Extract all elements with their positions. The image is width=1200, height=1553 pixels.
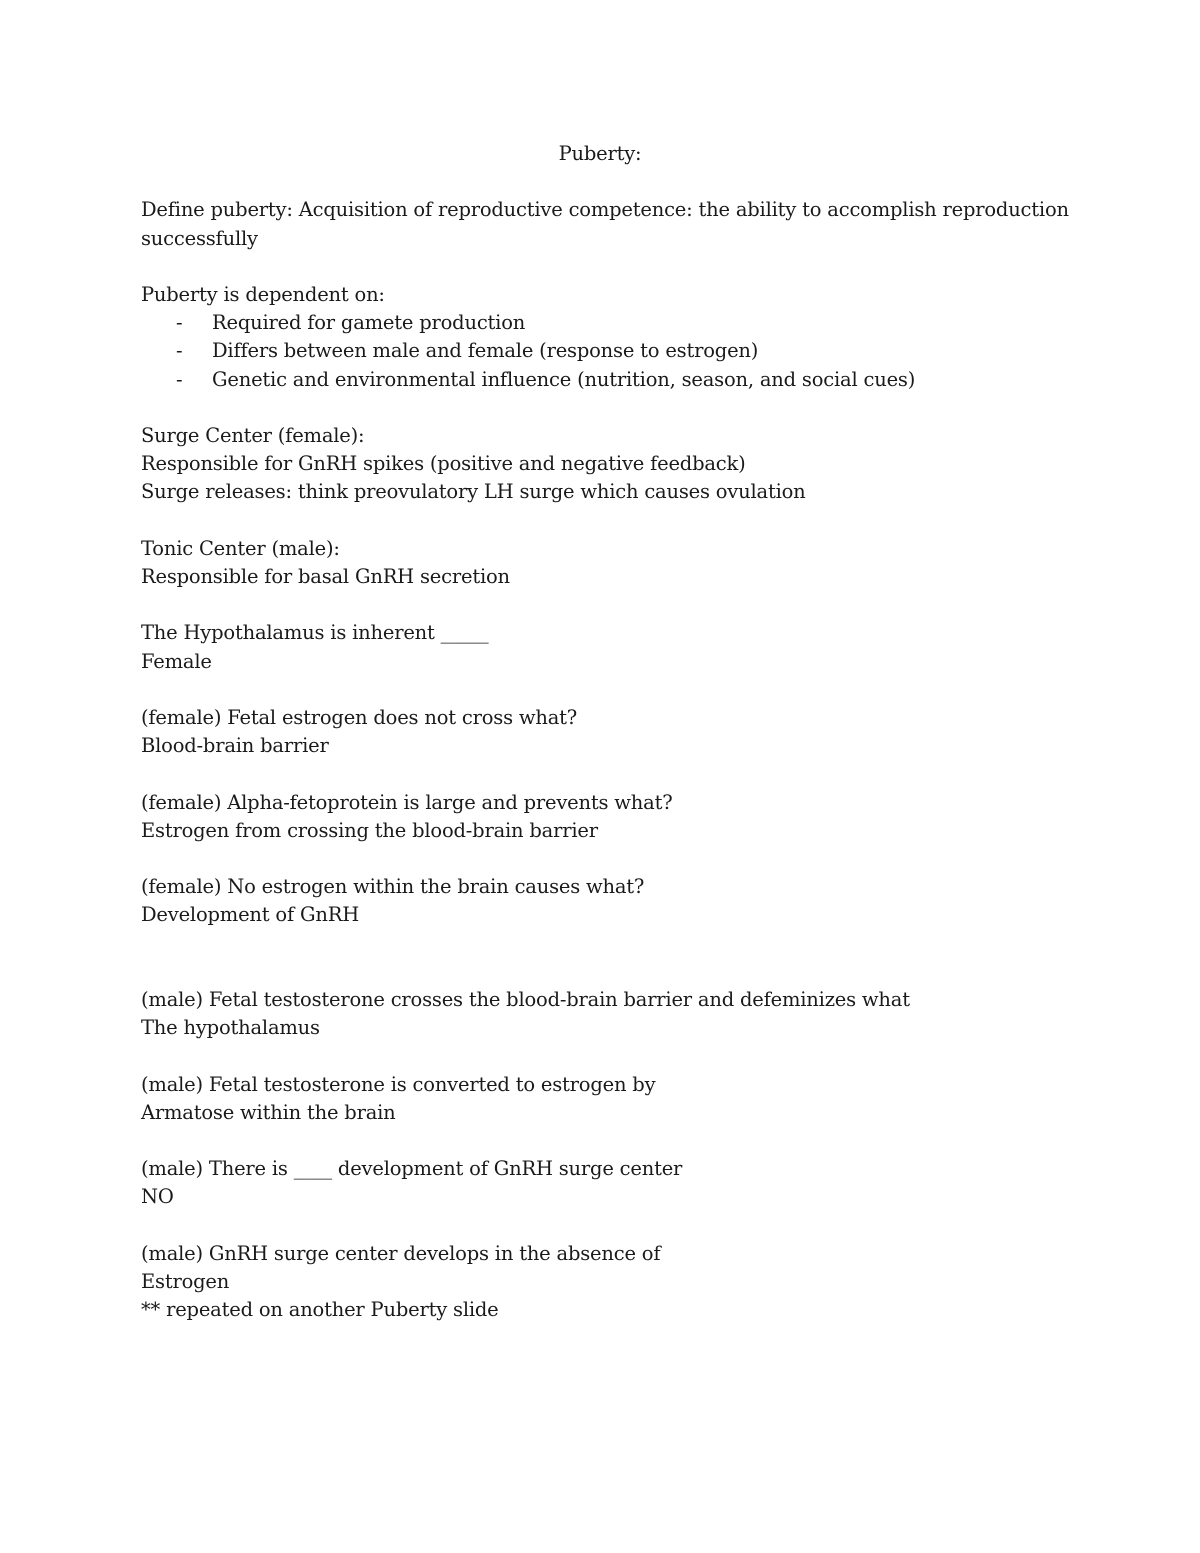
list-item (141, 337, 1071, 365)
spacer (141, 591, 1071, 619)
answer: Female (141, 649, 212, 673)
question: (male) There is ____ development of GnRH surge center (141, 1157, 683, 1181)
spacer (141, 1127, 1071, 1155)
question: (male) Fetal testosterone is converted to estrogen by (141, 1072, 656, 1096)
list-item-text: Genetic and environmental influence (nutrition, season, and social cues) (212, 367, 916, 391)
spacer (141, 394, 1071, 422)
answer: Armatose within the brain (141, 1100, 396, 1124)
define-line-2: successfully (141, 226, 258, 250)
question: (female) Fetal estrogen does not cross what? (141, 705, 578, 729)
dependent-heading: Puberty is dependent on: (141, 282, 385, 306)
tonic-heading: Tonic Center (male): (141, 536, 340, 560)
answer: Development of GnRH (141, 903, 359, 927)
question: (male) GnRH surge center develops in the absence of (141, 1241, 661, 1265)
question: The Hypothalamus is inherent _____ (141, 621, 489, 645)
question: (male) Fetal testosterone crosses the blood-brain barrier and defeminizes what (141, 987, 910, 1011)
spacer (141, 253, 1071, 281)
footnote: ** repeated on another Puberty slide (141, 1298, 499, 1322)
spacer (141, 930, 1071, 986)
answer: Blood-brain barrier (141, 734, 329, 758)
dependent-list (141, 309, 1071, 394)
surge-line-2: Surge releases: think preovulatory LH surge which causes ovulation (141, 480, 806, 504)
answer: Estrogen (141, 1269, 230, 1293)
list-item (141, 309, 1071, 337)
question: (female) Alpha-fetoprotein is large and prevents what? (141, 790, 673, 814)
spacer (141, 1042, 1071, 1070)
document-content (141, 140, 1071, 1324)
spacer (141, 1212, 1071, 1240)
spacer (141, 507, 1071, 535)
question: (female) No estrogen within the brain causes what? (141, 875, 645, 899)
dash-bullet: - (176, 367, 183, 391)
spacer (141, 845, 1071, 873)
spacer (141, 676, 1071, 704)
document-title: Puberty: (558, 142, 642, 165)
dash-bullet: - (176, 339, 183, 363)
spacer (141, 760, 1071, 788)
surge-line-1: Responsible for GnRH spikes (positive and negative feedback) (141, 452, 746, 476)
surge-heading: Surge Center (female): (141, 423, 365, 447)
list-item (141, 366, 1071, 394)
answer: Estrogen from crossing the blood-brain barrier (141, 818, 598, 842)
list-item-text: Required for gamete production (212, 311, 526, 335)
answer: The hypothalamus (141, 1016, 320, 1040)
define-line-1: Define puberty: Acquisition of reproductive competence: the ability to accomplish reproduction (141, 198, 1069, 222)
answer: NO (141, 1185, 174, 1209)
tonic-line-1: Responsible for basal GnRH secretion (141, 564, 510, 588)
dash-bullet: - (176, 311, 183, 335)
list-item-text: Differs between male and female (response to estrogen) (212, 339, 759, 363)
